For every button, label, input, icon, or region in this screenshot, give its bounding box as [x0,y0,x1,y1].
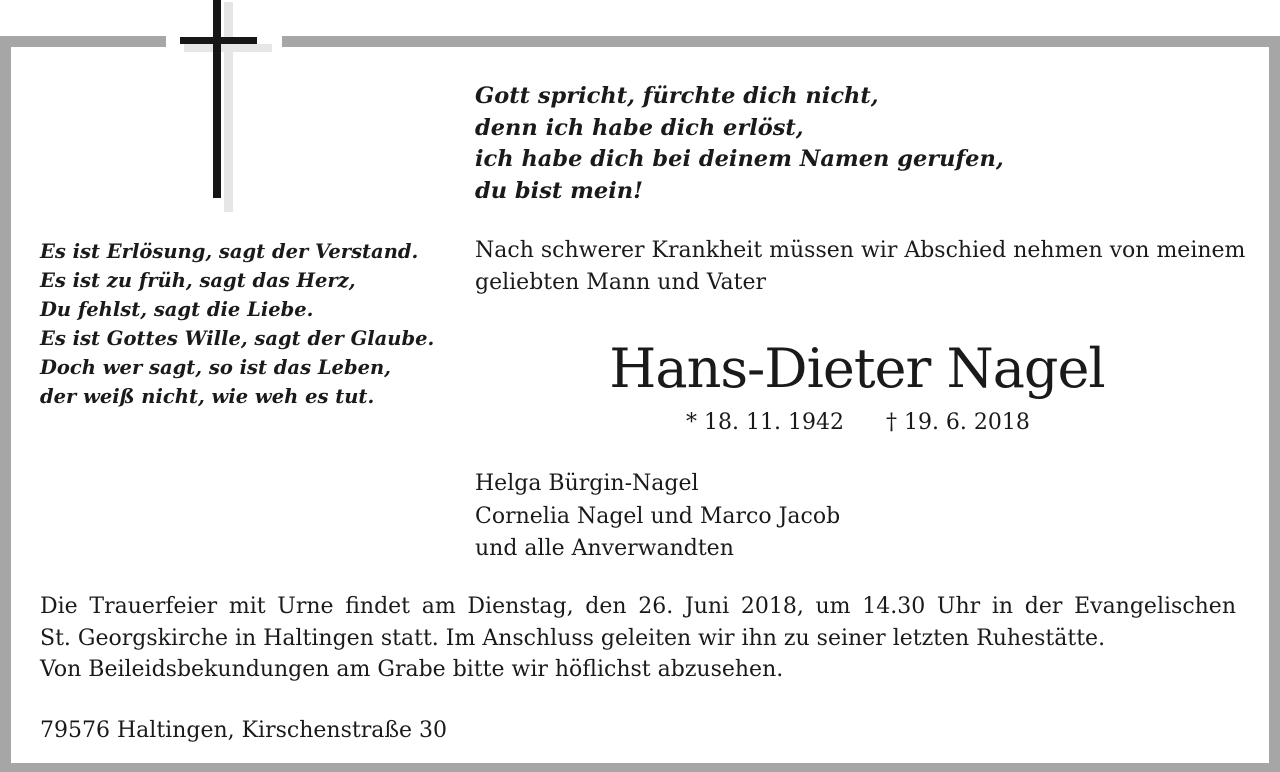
announcement-text [475,235,1245,298]
death-date: † 19. 6. 2018 [885,410,1030,435]
cross-beam-vertical [213,0,221,198]
mourner-name: Cornelia Nagel und Marco Jacob [475,503,841,529]
funeral-details [40,591,1236,686]
funeral-details-line: St. Georgskirche in Haltingen statt. Im Anschluss geleiten wir ihn zu seiner letzten Ruhestätte. [40,625,1106,651]
poem-line: Es ist Gottes Wille, sagt der Glaube. [40,327,435,350]
mourner-name: Helga Bürgin-Nagel [475,471,699,496]
announcement-line: geliebten Mann und Vater [475,269,767,295]
poem-line: Doch wer sagt, so ist das Leben, [40,356,391,379]
birth-date: * 18. 11. 1942 [686,410,844,435]
announcement-line: Nach schwerer Krankheit müssen wir Abschied nehmen von meinem [475,238,1246,263]
mourner-name: und alle Anverwandten [475,536,734,561]
poem-line: Es ist zu früh, sagt das Herz, [40,269,356,292]
bible-verse [475,81,1004,207]
verse-line: denn ich habe dich erlöst, [475,114,804,141]
funeral-details-line: Von Beileidsbekundungen am Grabe bitte wir höflichst abzusehen. [40,657,784,682]
cross-beam-horizontal [180,37,257,44]
cross-shadow-horizontal [184,44,272,52]
poem-line: der weiß nicht, wie weh es tut. [40,385,375,408]
cross-shadow-vertical [224,2,233,212]
life-dates [686,407,1030,439]
mourners-list [475,468,840,566]
funeral-details-line: Die Trauerfeier mit Urne findet am Dienstag, den 26. Juni 2018, um 14.30 Uhr in der Evangelischen [40,594,1236,619]
family-address: 79576 Haltingen, Kirschenstraße 30 [40,718,448,743]
deceased-name: Hans-Dieter Nagel [609,337,1105,400]
verse-line: ich habe dich bei deinem Namen gerufen, [475,146,1004,172]
verse-line: du bist mein! [475,177,644,204]
poem-line: Es ist Erlösung, sagt der Verstand. [40,240,419,263]
poem-line: Du fehlst, sagt die Liebe. [40,298,314,321]
memorial-poem [40,237,434,411]
verse-line: Gott spricht, fürchte dich nicht, [475,83,879,109]
